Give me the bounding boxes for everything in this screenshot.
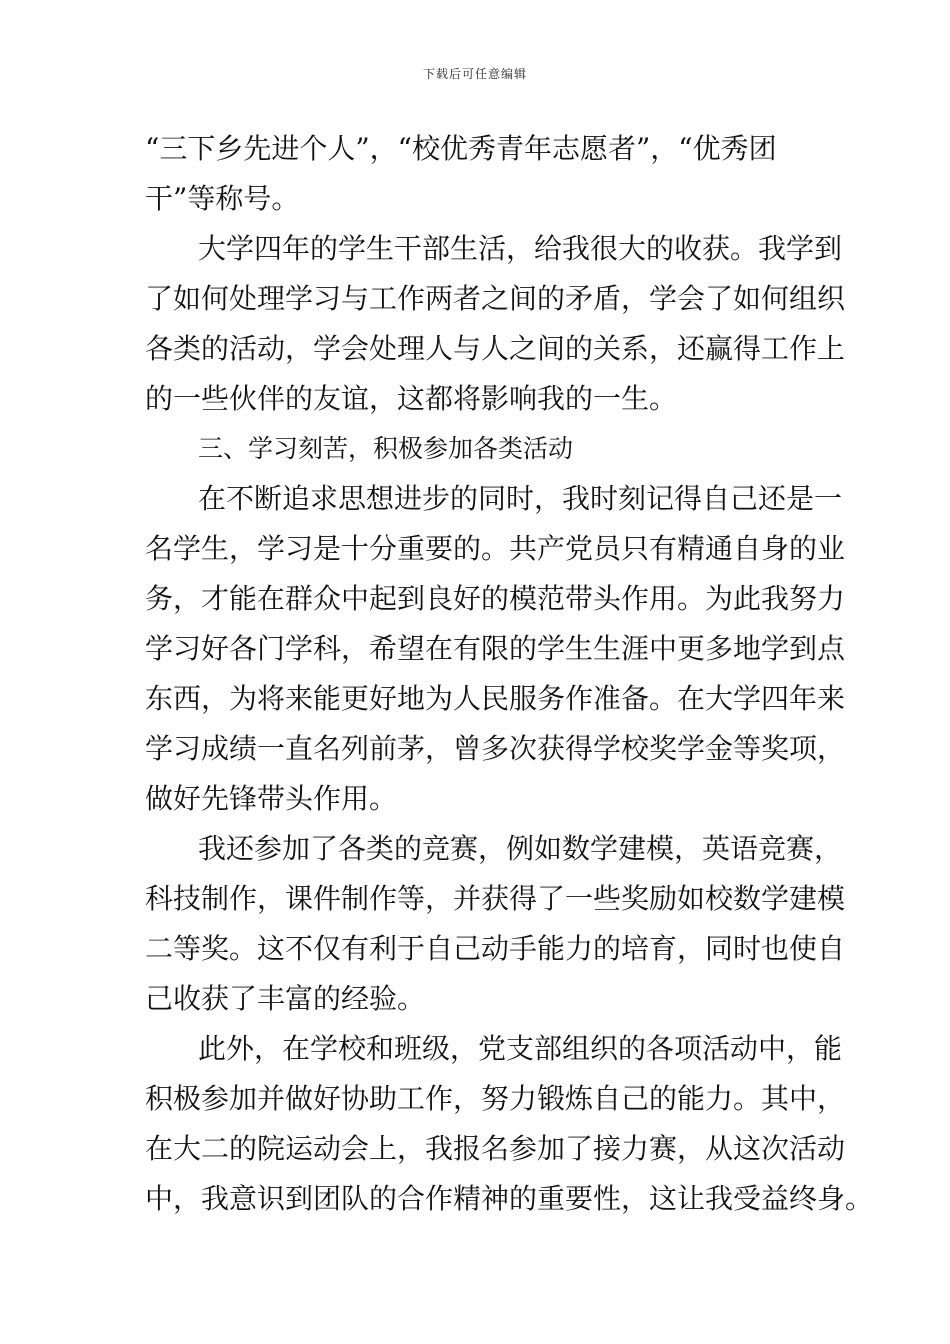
text-line: 大学四年的学生干部生活，给我很大的收获。我学到 <box>198 232 843 265</box>
heading-text: 三、学习刻苦，积极参加各类活动 <box>198 434 574 463</box>
text-line: 己收获了丰富的经验。 <box>145 982 426 1015</box>
text-line: 务，才能在群众中起到良好的模范带头作用。为此我努力 <box>145 582 846 615</box>
text-line: “三下乡先进个人”，“校优秀青年志愿者”，“优秀团 <box>145 132 777 165</box>
text-line: 在不断追求思想进步的同时，我时刻记得自己还是一 <box>198 482 843 515</box>
text-line: 我还参加了各类的竞赛，例如数学建模，英语竞赛， <box>198 832 843 865</box>
document-body <box>145 124 874 1224</box>
section-heading <box>145 424 810 474</box>
text-line: 学习成绩一直名列前茅，曾多次获得学校奖学金等奖项， <box>145 732 846 765</box>
text-line: 各类的活动，学会处理人与人之间的关系，还赢得工作上 <box>145 332 846 365</box>
text-line: 此外，在学校和班级，党支部组织的各项活动中，能 <box>198 1032 843 1065</box>
text-line: 科技制作，课件制作等，并获得了一些奖励如校数学建模 <box>145 882 846 915</box>
paragraph-competitions <box>145 824 846 1024</box>
paragraph-student-cadre <box>145 224 846 424</box>
text-line: 学习好各门学科，希望在有限的学生生涯中更多地学到点 <box>145 632 846 665</box>
paragraph-study <box>145 474 846 824</box>
paragraph-activities <box>145 1024 874 1224</box>
text-line: 二等奖。这不仅有利于自己动手能力的培育，同时也使自 <box>145 932 846 965</box>
text-line: 在大二的院运动会上，我报名参加了接力赛，从这次活动 <box>145 1132 846 1165</box>
text-line: 积极参加并做好协助工作，努力锻炼自己的能力。其中， <box>145 1082 846 1115</box>
text-line: 做好先锋带头作用。 <box>145 782 398 815</box>
paragraph-honors <box>145 124 810 224</box>
text-line: 干”等称号。 <box>145 182 300 215</box>
text-line: 的一些伙伴的友谊，这都将影响我的一生。 <box>145 382 678 415</box>
text-line: 名学生，学习是十分重要的。共产党员只有精通自身的业 <box>145 532 846 565</box>
text-line: 东西，为将来能更好地为人民服务作准备。在大学四年来 <box>145 682 846 715</box>
text-line: 了如何处理学习与工作两者之间的矛盾，学会了如何组织 <box>145 282 846 315</box>
page-header: 下载后可任意编辑 <box>422 67 527 81</box>
text-line: 中，我意识到团队的合作精神的重要性，这让我受益终身。 <box>145 1182 874 1215</box>
